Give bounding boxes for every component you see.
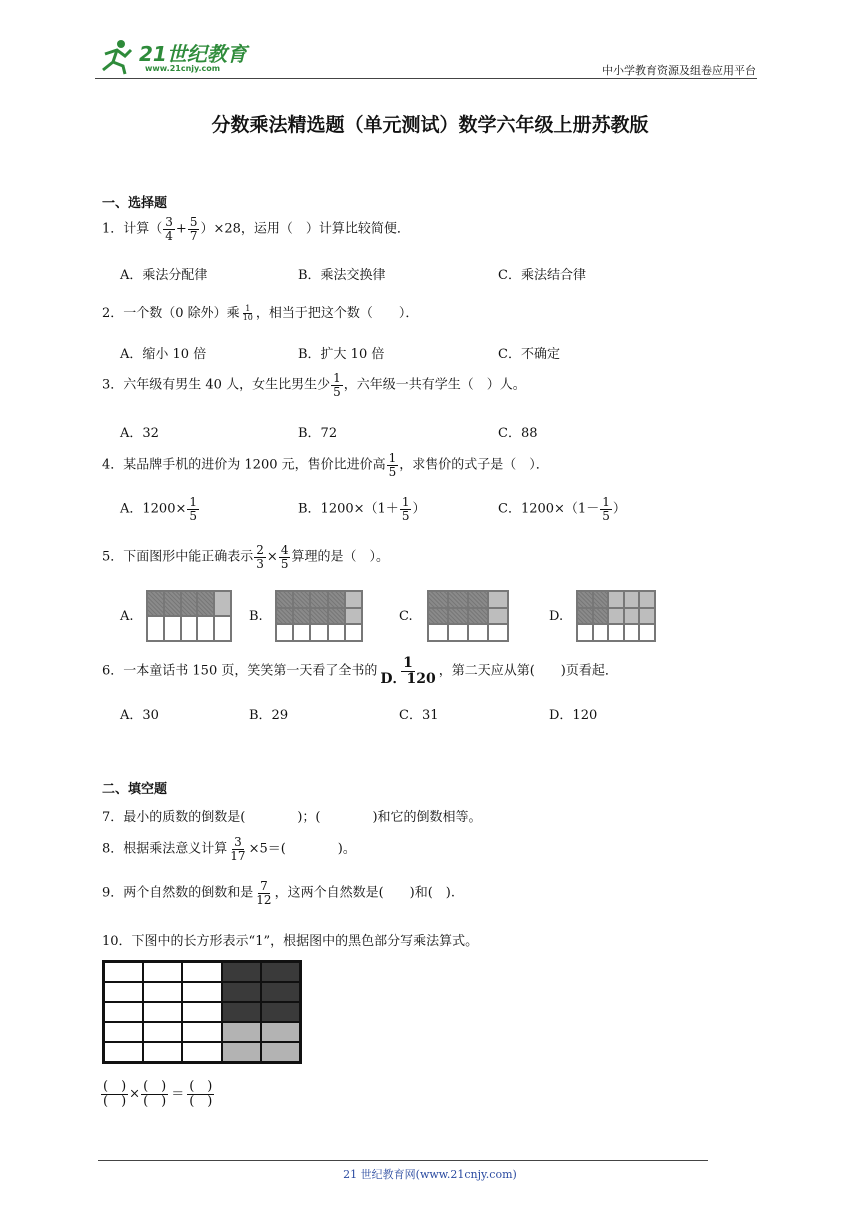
question-1: 1．计算（ $\frac{3}{4}$ + $\frac{5}{7}$ ）×28，运用（ ）计算比较简便． [102,215,410,243]
question-2: 2．一个数（0 除外）乘 $\frac{1}{10}$ ，相当于把这个数（ ）． [102,303,419,322]
q5-option-c[interactable]: C. [399,609,413,624]
q5-figure-d[interactable] [576,590,656,642]
q5-option-d[interactable]: D. [549,609,564,624]
question-9: 9．两个自然数的倒数和是 $\frac{7}{12}$ ，这两个自然数是( )和( ). [102,879,455,907]
q6-option-d[interactable]: D．120 [549,708,598,723]
q6-option-a[interactable]: A．30 [120,708,159,723]
q4-option-c[interactable]: C．1200×（1－ $\frac{1}{5}$ ） [498,495,626,523]
runner-icon [95,36,135,76]
question-6: 6．一本童话书 150 页，笑笑第一天看了全书的 $\frac{1}{D.120}$ ，第二天应从第( )页看起． [102,655,618,687]
q5-option-a[interactable]: A. [120,609,134,624]
q10-blank-frac-2[interactable]: $\frac{( )}{( )}$ [143,1079,167,1109]
question-5: 5．下面图形中能正确表示 $\frac{2}{3}$ × $\frac{4}{5}$ 算理的是（ ）。 [102,543,389,571]
question-4: 4．某品牌手机的进价为 1200 元，售价比进价高 $\frac{1}{5}$ ，求售价的式子是（ ）． [102,451,549,479]
q6-option-b[interactable]: B．29 [249,708,289,723]
question-10: 10．下图中的长方形表示“1”，根据图中的黑色部分写乘法算式。 [102,934,479,949]
footer-text[interactable]: 21 世纪教育网(www.21cnjy.com) [343,1168,517,1181]
q10-rectangle-figure [102,960,302,1064]
question-7: 7．最小的质数的倒数是( )；( )和它的倒数相等。 [102,810,482,825]
q10-formula: $\frac{( )}{( )}$ × $\frac{( )}{( )}$ ＝ $\frac{( )}{( )}$ [103,1079,213,1109]
q5-figure-a[interactable] [146,590,232,642]
q1-option-a[interactable]: A．乘法分配律 [120,268,208,283]
q3-option-a[interactable]: A．32 [120,426,159,441]
question-3: 3．六年级有男生 40 人，女生比男生少 $\frac{1}{5}$ ，六年级一共有学生（ ）人。 [102,371,526,399]
q2-option-a[interactable]: A．缩小 10 倍 [120,347,207,362]
section-heading-choice: 一、选择题 [102,196,168,211]
q3-option-c[interactable]: C．88 [498,426,538,441]
q4-option-b[interactable]: B．1200×（1＋ $\frac{1}{5}$ ） [298,495,426,523]
logo-url: www.21cnjy.com [145,64,221,73]
q1-option-b[interactable]: B．乘法交换律 [298,268,386,283]
header-platform-text: 中小学教育资源及组卷应用平台 [602,64,756,77]
q10-blank-frac-1[interactable]: $\frac{( )}{( )}$ [103,1079,127,1109]
page-title: 分数乘法精选题（单元测试）数学六年级上册苏教版 [211,114,649,136]
header-rule [95,78,757,79]
q6-option-c[interactable]: C．31 [399,708,439,723]
section-heading-fill: 二、填空题 [102,782,168,797]
q5-figure-c[interactable] [427,590,509,642]
q5-option-b[interactable]: B. [249,609,263,624]
q1-option-c[interactable]: C．乘法结合律 [498,268,586,283]
q4-option-a[interactable]: A．1200× $\frac{1}{5}$ [120,495,198,523]
question-8: 8．根据乘法意义计算 $\frac{3}{17}$ ×5＝( )。 [102,835,356,863]
footer-rule [98,1160,708,1161]
logo [95,36,265,80]
q3-option-b[interactable]: B．72 [298,426,338,441]
q2-option-b[interactable]: B．扩大 10 倍 [298,347,385,362]
logo-text: 21世纪教育 [139,42,247,66]
q10-blank-frac-3[interactable]: $\frac{( )}{( )}$ [189,1079,213,1109]
q2-option-c[interactable]: C．不确定 [498,347,560,362]
q5-figure-b[interactable] [275,590,363,642]
